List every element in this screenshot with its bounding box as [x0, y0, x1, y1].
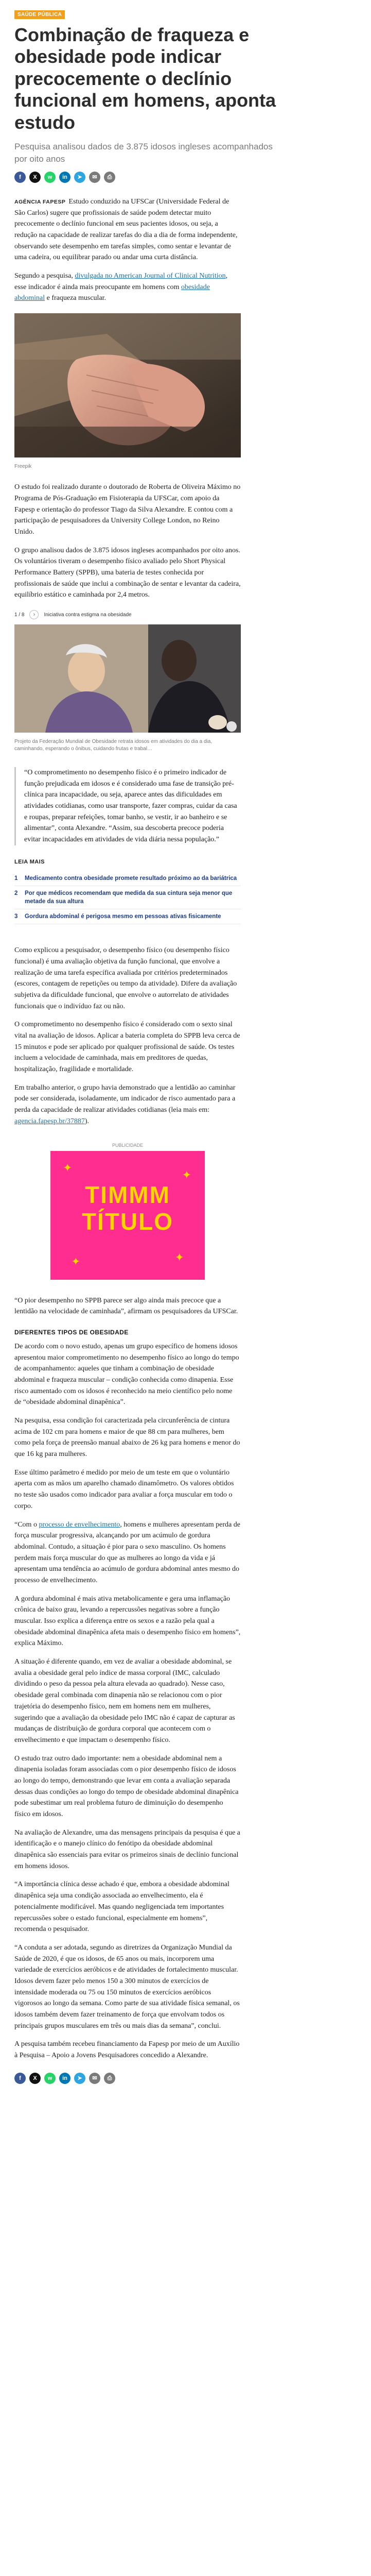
- journal-link[interactable]: divulgada no American Journal of Clinical Nutrition: [75, 272, 226, 280]
- paragraph-aging: “Com o processo de envelhecimento, homens e mulheres apresentam perda de força muscular progressiva, alcançando por um acúmulo de gordura abdominal. Contudo, a situação é pior para o sexo masculino. Os homens perdem mais força muscular do que as mulheres ao longo da vida e já apresentam uma tendência ao acúmulo de gordura abdominal antes mesmo do processo de envelhecimento.: [14, 1520, 240, 1584]
- gallery-title: Iniciativa contra estigma na obesidade: [44, 612, 132, 618]
- linkedin-icon[interactable]: in: [59, 2073, 70, 2084]
- quote-alexandre: “O comprometimento no desempenho físico é o primeiro indicador de função prejudicada em idosos e é considerado uma fase de transição pré-clínica para incapacidade, ou seja, aparece antes das dificuldades em atividades cotidianas, como usar transporte, fazer compras, cuidar da casa e roupas, preparar refeições, tomar banho, se vestir, ir ao banheiro e se alimentar”, conta Alexandre. “Assim, sua descoberta precoce poderia evitar incapacidades em atividades de vida diária nessa população.”: [14, 767, 241, 845]
- whatsapp-icon[interactable]: w: [44, 2073, 56, 2084]
- gallery-next-icon[interactable]: ›: [29, 610, 39, 619]
- paragraph-isolated: O estudo traz outro dado importante: nem a obesidade abdominal nem a dinapenia isoladas foram associadas com o pior desempenho físico de idosos ao longo do tempo, demonstrando que levar em conta a avaliação separada dessas duas condições ao longo do tempo de obesidade abdominal dinapênica pode subestimar um real problema futuro de diminuição do desempenho físico em idosos.: [14, 1754, 239, 1818]
- print-icon[interactable]: ⎙: [104, 172, 115, 183]
- gallery-photo[interactable]: [14, 624, 241, 733]
- share-bar-bottom: [14, 2073, 241, 2084]
- paragraph-imc: A situação é diferente quando, em vez de avaliar a obesidade abdominal, se avalia a obesidade geral pelo índice de massa corporal (IMC, calculado dividindo o peso da pessoa pela altura elevada ao quadrado). Nesse caso, obesidade geral combinada com dinapenia não se relacionou com o pior trajetória do desempenho físico, nem em homens nem em mulheres, sugerindo que a avaliação da obesidade pelo IMC não é capaz de capturar as mudanças de distribuição de gordura corporal que acontecem com o envelhecimento e que impactam o desempenho físico.: [14, 1658, 235, 1744]
- paragraph-criteria: Na pesquisa, essa condição foi caracterizada pela circunferência de cintura acima de 102 cm para homens e maior de que 88 cm para mulheres, bem como pela força de preensão manual abaixo de 26 kg para homens e menor do que 16 kg para mulheres.: [14, 1417, 240, 1459]
- facebook-icon[interactable]: f: [14, 2073, 26, 2084]
- aging-link[interactable]: processo de envelhecimento: [39, 1520, 120, 1529]
- agency-label: AGÊNCIA FAPESP: [14, 198, 66, 205]
- paragraph-previous: Em trabalho anterior, o grupo havia demonstrado que a lentidão ao caminhar pode ser considerada, isoladamente, um indicador de risco aumentado para a perda da capacidade de realizar atividades cotidianas (leia mais em: agencia.fapesp.br/37887).: [14, 1083, 236, 1125]
- read-more-item[interactable]: 3 Gordura abdominal é perigosa mesmo em pessoas ativas fisicamente: [14, 909, 241, 924]
- read-more-item[interactable]: 1 Medicamento contra obesidade promete resultado próximo ao da bariátrica: [14, 871, 241, 886]
- read-more: [14, 859, 241, 924]
- hands-photo: [14, 313, 241, 457]
- email-icon[interactable]: ✉: [89, 2073, 100, 2084]
- section-heading: DIFERENTES TIPOS DE OBESIDADE: [14, 1328, 129, 1336]
- paragraph-dynamometer: Esse último parâmetro é medido por meio de um teste em que o voluntário aperta com as mãos um aparelho chamado dinamômetro. Os valores obtidos no teste são usados como indicador para avaliar a força muscular em todo o corpo.: [14, 1468, 234, 1510]
- paragraph-source: Segundo a pesquisa, divulgada no American Journal of Clinical Nutrition, esse indicador é ainda mais preocupante em homens com obesidade abdominal e fraqueza muscular.: [14, 272, 228, 302]
- sparkle-icon: ✦: [174, 1250, 184, 1264]
- figure-gallery: [14, 624, 241, 753]
- share-bar: [0, 165, 371, 183]
- paragraph-data: O grupo analisou dados de 3.875 idosos ingleses acompanhados por oito anos. Os voluntários tiveram o desempenho físico avaliado pelo Short Physical Performance Battery (SPPB), uma bateria de testes conhecida por profissionais de saúde que inclui a combinação de sentar e levantar da cadeira, equilíbrio estático e caminhada por 2,4 metros.: [14, 546, 241, 599]
- linkedin-icon[interactable]: in: [59, 172, 70, 183]
- paragraph-study: O estudo foi realizado durante o doutorado de Roberta de Oliveira Máximo no Programa de Pós-Graduação em Fisioterapia da UFSCar, com apoio da Fapesp e orientação do professor Tiago da Silva Alexandre. E contou com a participação de pesquisadores da University College London, no Reino Unido.: [14, 483, 241, 536]
- print-icon[interactable]: ⎙: [104, 2073, 115, 2084]
- category-tag[interactable]: SAÚDE PÚBLICA: [14, 10, 65, 19]
- x-icon[interactable]: X: [29, 172, 41, 183]
- article-subtitle: Pesquisa analisou dados de 3.875 idosos ingleses acompanhados por oito anos: [14, 142, 273, 164]
- advertisement[interactable]: [50, 1151, 205, 1280]
- ad-headline-1: TIMMM: [85, 1181, 170, 1208]
- paragraph-funding: A pesquisa também recebeu financiamento da Fapesp por meio de um Auxílio à Pesquisa – Apoio a Jovens Pesquisadores concedido a Alexandre.: [14, 2040, 240, 2060]
- article-title: Combinação de fraqueza e obesidade pode indicar precocemente o declínio funcional em homens, aponta estudo: [14, 24, 276, 133]
- paragraph-sppb: O comprometimento no desempenho físico é considerado com o sexto sinal vital na avaliação de idosos. Aplicar a bateria completa do SPPB leva cerca de 15 minutos e pode ser aplicado por qualquer profissional de saúde. Os testes incluem a velocidade de caminhada, mais em preditores de quedas, hospitalização, fragilidade e mortalidade.: [14, 1021, 240, 1074]
- figure-hands: [14, 313, 241, 470]
- sparkle-icon: ✦: [182, 1168, 191, 1181]
- paragraph-who: “A conduta a ser adotada, segundo as diretrizes da Organização Mundial da Saúde de 2020, é que os idosos, de 65 anos ou mais, incorporem uma variedade de exercícios aeróbicos e de atividades de fortalecimento muscular. Idosos devem fazer pelo menos 150 a 300 minutos de exercícios de intensidade moderada ou 75 ou 150 minutos de exercícios aeróbicos vigorosos ao longo da semana. Como parte de sua atividade física semanal, os idosos também devem fazer treinamento de força que envolvam todos os principais grupos musculares em três ou mais dias da semana”, conclui.: [14, 1943, 240, 2030]
- previous-study-link[interactable]: agencia.fapesp.br/37887: [14, 1117, 85, 1125]
- facebook-icon[interactable]: f: [14, 172, 26, 183]
- telegram-icon[interactable]: ➤: [74, 2073, 85, 2084]
- paragraph-clinical: “A importância clínica desse achado é que, embora a obesidade abdominal dinapênica seja uma condição associada ao envelhecimento, ela é potencialmente modificável. Mas quando negligenciada tem importantes repercussões sobre o estado funcional, especialmente em homens”, recomenda o pesquisador.: [14, 1880, 229, 1934]
- read-more-title: LEIA MAIS: [14, 858, 45, 865]
- sparkle-icon: ✦: [63, 1161, 73, 1174]
- x-icon[interactable]: X: [29, 2073, 41, 2084]
- ad-label: PUBLICIDADE: [112, 1142, 144, 1148]
- email-icon[interactable]: ✉: [89, 172, 100, 183]
- obesity-link[interactable]: obesidade abdominal: [14, 283, 210, 302]
- read-more-item[interactable]: 2 Por que médicos recomendam que medida da sua cintura seja menor que metade da sua altura: [14, 886, 241, 909]
- paragraph-group: De acordo com o novo estudo, apenas um grupo específico de homens idosos apresentou maior comprometimento no desempenho físico ao longo do tempo de acompanhamento: aqueles que tinham a combinação de obesidade abdominal e fraqueza muscular – condição conhecida como dinapenia. Esse risco aumentado com os idosos é reconhecido na meio científico pelo nome de “obesidade abdominal dinapênica”.: [14, 1342, 239, 1406]
- ad-headline-2: TÍTULO: [81, 1208, 174, 1235]
- paragraph-lead: AGÊNCIA FAPESP Estudo conduzido na UFSCar (Universidade Federal de São Carlos) sugere que profissionais de saúde podem detectar muito precocemente o declínio funcional em seus pacientes idosos, ou seja, a redução na capacidade de realizar tarefas do dia a dia de forma independente, observando sete desempenho em tarefas simples, como sentar e levantar de uma cadeira, ou equilibrar parado ou andar uma curta distância.: [14, 197, 238, 262]
- photo-credit: Freepik: [14, 464, 32, 470]
- gallery-header: [14, 610, 241, 619]
- paragraph-evaluation: Como explicou a pesquisador, o desempenho físico (ou desempenho físico funcional) é uma avaliação objetiva da função funcional, que envolve a realização de uma tarefa específica avaliada por critérios predeterminados (escores, contagem de repetições ou tempo da atividade). Difere da avaliação subjetiva da dificuldade funcional, que envolve o autorrelato de atividades funcionais que o indivíduo faz ou não.: [14, 946, 237, 1010]
- telegram-icon[interactable]: ➤: [74, 172, 85, 183]
- paragraph-sppb-quote: “O pior desempenho no SPPB parece ser algo ainda mais precoce que a lentidão na velocidade de caminhada”, afirmam os pesquisadores da UFSCar.: [14, 1296, 238, 1316]
- read-more-list: [14, 871, 241, 924]
- paragraph-inflammation: A gordura abdominal é mais ativa metabolicamente e gera uma inflamação crônica de baixo grau, levando a repercussões negativas sobre a função muscular. Isso explica a diferença entre os sexos e a razão pela qual a obesidade abdominal dinapênica afeta mais o desempenho físico em homens”, explica Máximo.: [14, 1595, 241, 1648]
- sparkle-icon: ✦: [71, 1255, 81, 1268]
- gallery-counter: 1 / 8: [14, 612, 25, 618]
- gallery-caption: Projeto da Federação Mundial de Obesidade retrata idosos em atividades do dia a dia, caminhando, esperando o ônibus, cuidando frutas e trabal…: [14, 739, 213, 752]
- whatsapp-icon[interactable]: w: [44, 172, 56, 183]
- article-body: [0, 196, 371, 2084]
- paragraph-message: Na avaliação de Alexandre, uma das mensagens principais da pesquisa é que a identificação e o manejo clínico do fenótipo da obesidade abdominal dinapênica são essenciais para evitar os primeiros sinais de declínio funcional em homens idosos.: [14, 1828, 240, 1870]
